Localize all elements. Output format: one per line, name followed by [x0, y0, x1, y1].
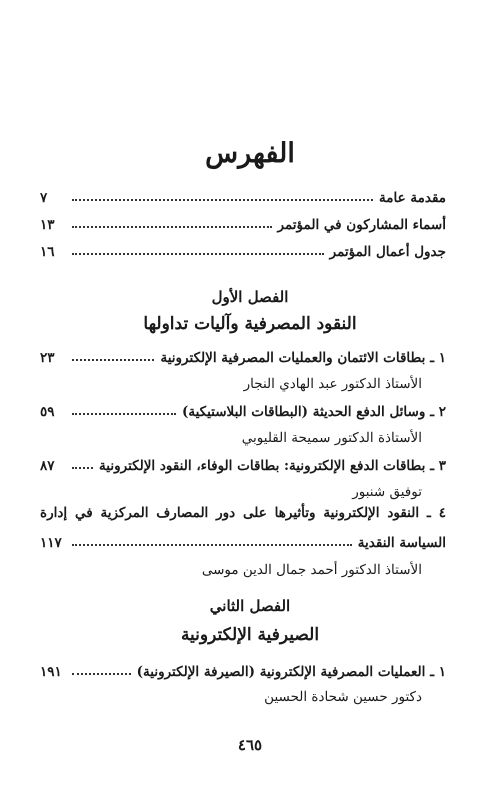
entry-title: أسماء المشاركون في المؤتمر: [277, 217, 446, 233]
entry-title: ١ ـ العمليات المصرفية الإلكترونية (الصيرفة الإلكترونية): [136, 664, 446, 680]
dot-leader: [72, 673, 131, 675]
dot-leader: [72, 544, 352, 546]
entry-page: ١١٧: [40, 535, 62, 551]
dot-leader: [72, 413, 176, 415]
entry-title: مقدمة عامة: [379, 190, 446, 206]
entry-author: توفيق شنبور: [352, 484, 422, 500]
toc-entry[interactable]: [40, 529, 446, 551]
page-number: ٤٦٥: [237, 736, 263, 754]
toc-entry[interactable]: [40, 658, 446, 680]
dot-leader: [72, 226, 272, 228]
entry-title-line1[interactable]: ٤ ـ النقود الإلكترونية وتأثيرها على دور المصارف المركزية في إدارة: [40, 505, 446, 521]
entry-author: الأستاذ الدكتور عبد الهادي النجار: [243, 376, 422, 392]
entry-page: ٧: [40, 190, 48, 206]
chapter-heading: الفصل الأول: [211, 288, 289, 306]
toc-entry[interactable]: [40, 452, 446, 474]
entry-title: ٢ ـ وسائل الدفع الحديثة (البطاقات البلاستيكية): [181, 404, 446, 420]
entry-page: ٢٣: [40, 350, 55, 366]
entry-author: الأستاذة الدكتور سميحة القليوبي: [241, 430, 422, 446]
toc-entry[interactable]: [40, 344, 446, 366]
chapter-subheading: الصيرفية الإلكترونية: [180, 625, 320, 645]
chapter-heading: الفصل الثاني: [209, 597, 291, 615]
page-title: الفهرس: [205, 138, 295, 169]
chapter-subheading: النقود المصرفية وآليات تداولها: [143, 314, 357, 334]
entry-title-line2: السياسة النقدية: [357, 535, 446, 551]
entry-title: ٣ ـ بطاقات الدفع الإلكترونية: بطاقات الوفاء، النقود الإلكترونية: [99, 458, 446, 474]
entry-page: ١٩١: [40, 664, 62, 680]
dot-leader: [72, 199, 373, 201]
toc-entry[interactable]: [40, 184, 446, 206]
entry-page: ٨٧: [40, 458, 55, 474]
dot-leader: [72, 253, 324, 255]
toc-entry[interactable]: [40, 398, 446, 420]
entry-page: ١٣: [40, 217, 55, 233]
dot-leader: [72, 359, 154, 361]
entry-author: دكتور حسين شحادة الحسين: [264, 689, 422, 705]
entry-author: الأستاذ الدكتور أحمد جمال الدين موسى: [201, 562, 422, 578]
toc-entry[interactable]: [40, 211, 446, 233]
toc-entry[interactable]: [40, 238, 446, 260]
entry-title: جدول أعمال المؤتمر: [329, 244, 446, 260]
entry-title: ١ ـ بطاقات الائتمان والعمليات المصرفية الإلكترونية: [160, 350, 446, 366]
entry-page: ٥٩: [40, 404, 55, 420]
dot-leader: [72, 467, 93, 469]
entry-page: ١٦: [40, 244, 55, 260]
